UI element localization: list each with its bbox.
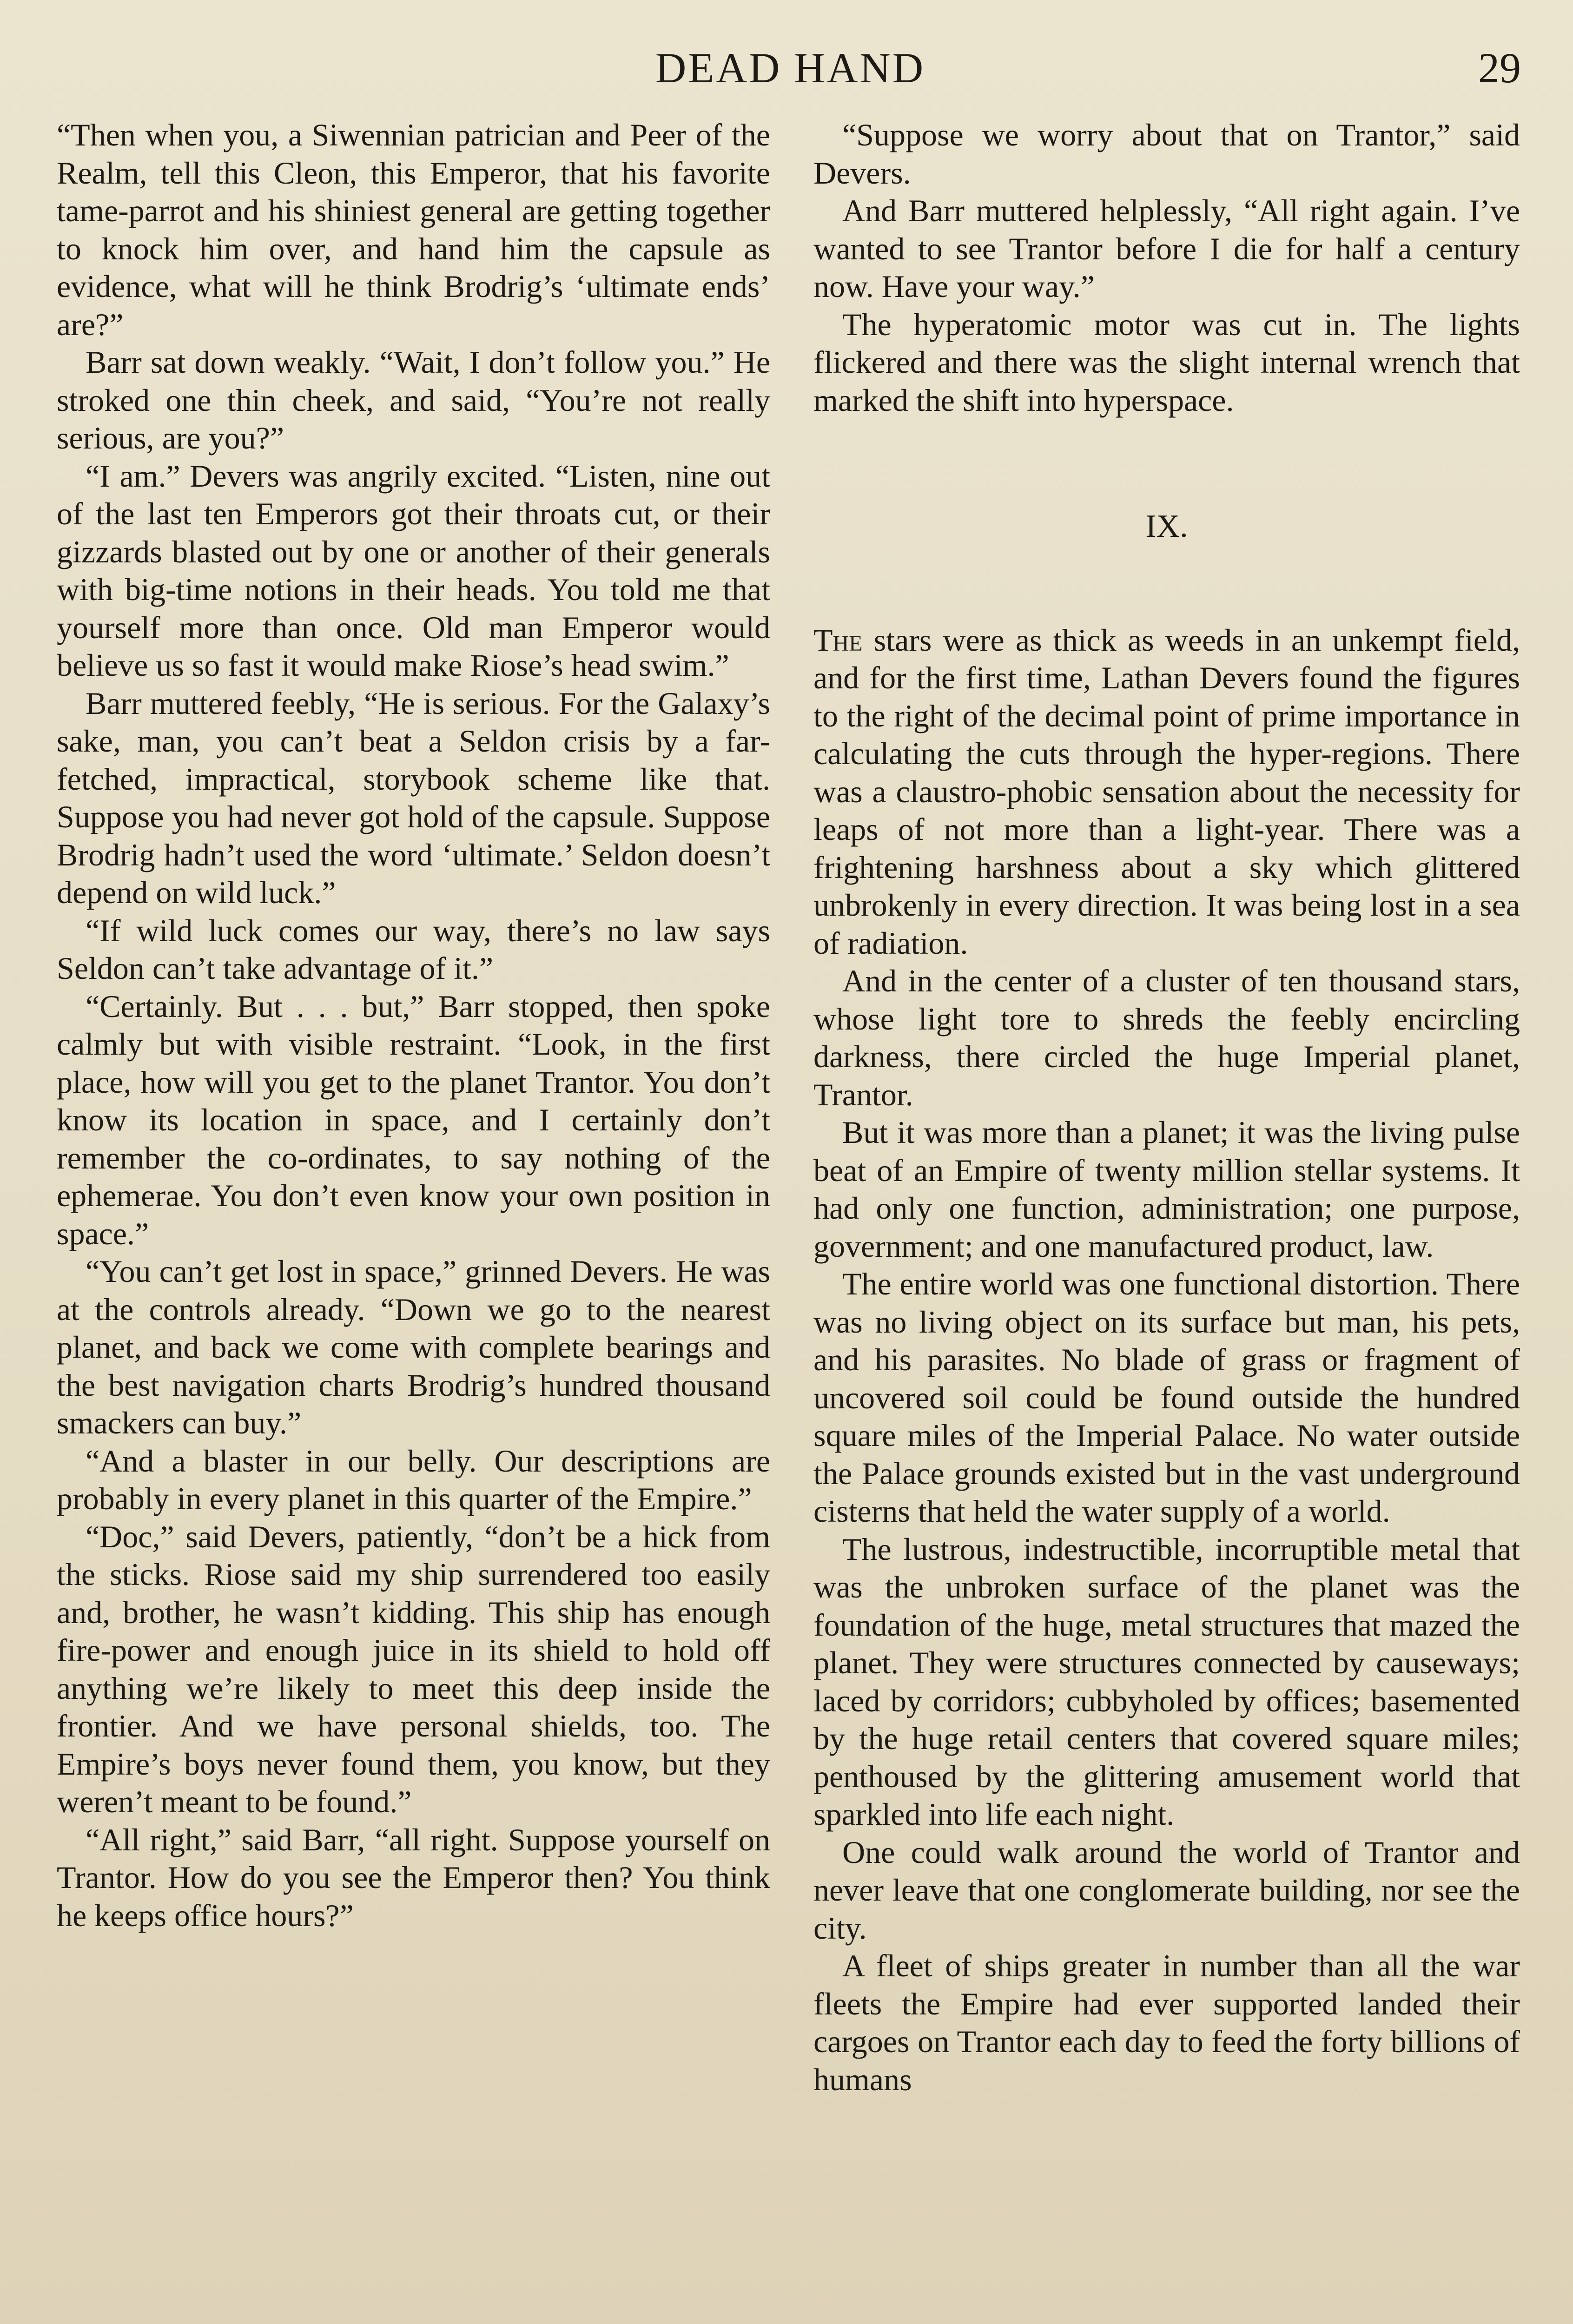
paragraph: Barr sat down weakly. “Wait, I don’t follow you.” He stroked one thin cheek, and said, “You’re not really serious, are you?” [57,344,770,456]
left-column [57,116,770,1934]
paragraph: And in the center of a cluster of ten thousand stars, whose light tore to shreds the feebly encircling darkness, there circled the huge Imperial planet, Trantor. [813,963,1520,1112]
running-head-title: DEAD HAND [655,44,925,92]
paragraph: “Doc,” said Devers, patiently, “don’t be a hick from the sticks. Riose said my ship surrendered too easily and, brother, he wasn’t kidding. This ship has enough fire-power and enough juice in its shield to hold off anything we’re likely to meet this deep inside the frontier. And we have personal shields, too. The Empire’s boys never found them, you know, but they weren’t meant to be found.” [57,1519,770,1819]
paragraph: A fleet of ships greater in number than all the war fleets the Empire had ever supported landed their cargoes on Trantor each day to feed the forty billions of humans [813,1948,1520,2097]
page-number: 29 [1478,44,1521,92]
chapter-heading: IX. [1145,508,1188,544]
paragraph: But it was more than a planet; it was the living pulse beat of an Empire of twenty million stellar systems. It had only one function, administration; one purpose, government; and one manufactured product, law. [813,1115,1520,1264]
right-column [813,116,1520,2099]
paragraph: The entire world was one functional distortion. There was no living object on its surface but man, his pets, and his parasites. No blade of grass or fragment of uncovered soil could be found outside the hundred square miles of the Imperial Palace. No water outside the Palace grounds existed but in the vast underground cisterns that held the water supply of a world. [813,1266,1520,1529]
opening-text: stars were as thick as weeds in an unkempt field, and for the first time, Lathan Devers found the figures to the right of the decimal point of prime importance in calculating the cuts through the hyper-regions. There was a claustro-phobic sensation about the necessity for leaps of not more than a light-year. There was a frightening harshness about a sky which glittered unbrokenly in every direction. It was being lost in a sea of radiation. [813,622,1520,961]
section-gap [813,419,1520,508]
paragraph: “Suppose we worry about that on Trantor,” said Devers. [813,117,1520,191]
paragraph: And Barr muttered helplessly, “All right again. I’ve wanted to see Trantor before I die for half a century now. Have your way.” [813,193,1520,304]
opening-small-caps: The [813,622,863,658]
section-gap [813,546,1520,621]
chapter-opening-paragraph [813,621,1520,963]
paragraph: “Then when you, a Siwennian patrician and Peer of the Realm, tell this Cleon, this Emperor, that his favorite tame-parrot and his shiniest general are getting together to knock him over, and hand him the capsule as evidence, what will he think Brodrig’s ‘ultimate ends’ are?” [57,117,770,342]
paragraph: “And a blaster in our belly. Our descriptions are probably in every planet in this quarter of the Empire.” [57,1443,770,1516]
paragraph: “If wild luck comes our way, there’s no law says Seldon can’t take advantage of it.” [57,912,770,986]
paragraph: The lustrous, indestructible, incorruptible metal that was the unbroken surface of the planet was the foundation of the huge, metal structures that mazed the planet. They were structures connected by causeways; laced by corridors; cubbyholed by offices; basemented by the huge retail centers that covered square miles; penthoused by the glittering amusement world that sparkled into life each night. [813,1531,1520,1832]
paragraph: One could walk around the world of Trantor and never leave that one conglomerate building, nor see the city. [813,1834,1520,1946]
paragraph: The hyperatomic motor was cut in. The lights flickered and there was the slight internal wrench that marked the shift into hyperspace. [813,306,1520,418]
paragraph: “All right,” said Barr, “all right. Suppose yourself on Trantor. How do you see the Emperor then? You think he keeps office hours?” [57,1822,770,1933]
paragraph: Barr muttered feebly, “He is serious. For the Galaxy’s sake, man, you can’t beat a Seldon crisis by a far-fetched, impractical, storybook scheme like that. Suppose you had never got hold of the capsule. Suppose Brodrig hadn’t used the word ‘ultimate.’ Seldon doesn’t depend on wild luck.” [57,685,770,910]
paragraph: “I am.” Devers was angrily excited. “Listen, nine out of the last ten Emperors got their throats cut, or their gizzards blasted out by one or another of their generals with big-time notions in their heads. You told me that yourself more than once. Old man Emperor would believe us so fast it would make Riose’s head swim.” [57,458,770,683]
paragraph: “You can’t get lost in space,” grinned Devers. He was at the controls already. “Down we go to the nearest planet, and back we come with complete bearings and the best navigation charts Brodrig’s hundred thousand smackers can buy.” [57,1254,770,1440]
paragraph: “Certainly. But . . . but,” Barr stopped, then spoke calmly but with visible restraint. “Look, in the first place, how will you get to the planet Trantor. You don’t know its location in space, and I certainly don’t remember the co-ordinates, to say nothing of the ephemerae. You don’t even know your own position in space.” [57,988,770,1251]
